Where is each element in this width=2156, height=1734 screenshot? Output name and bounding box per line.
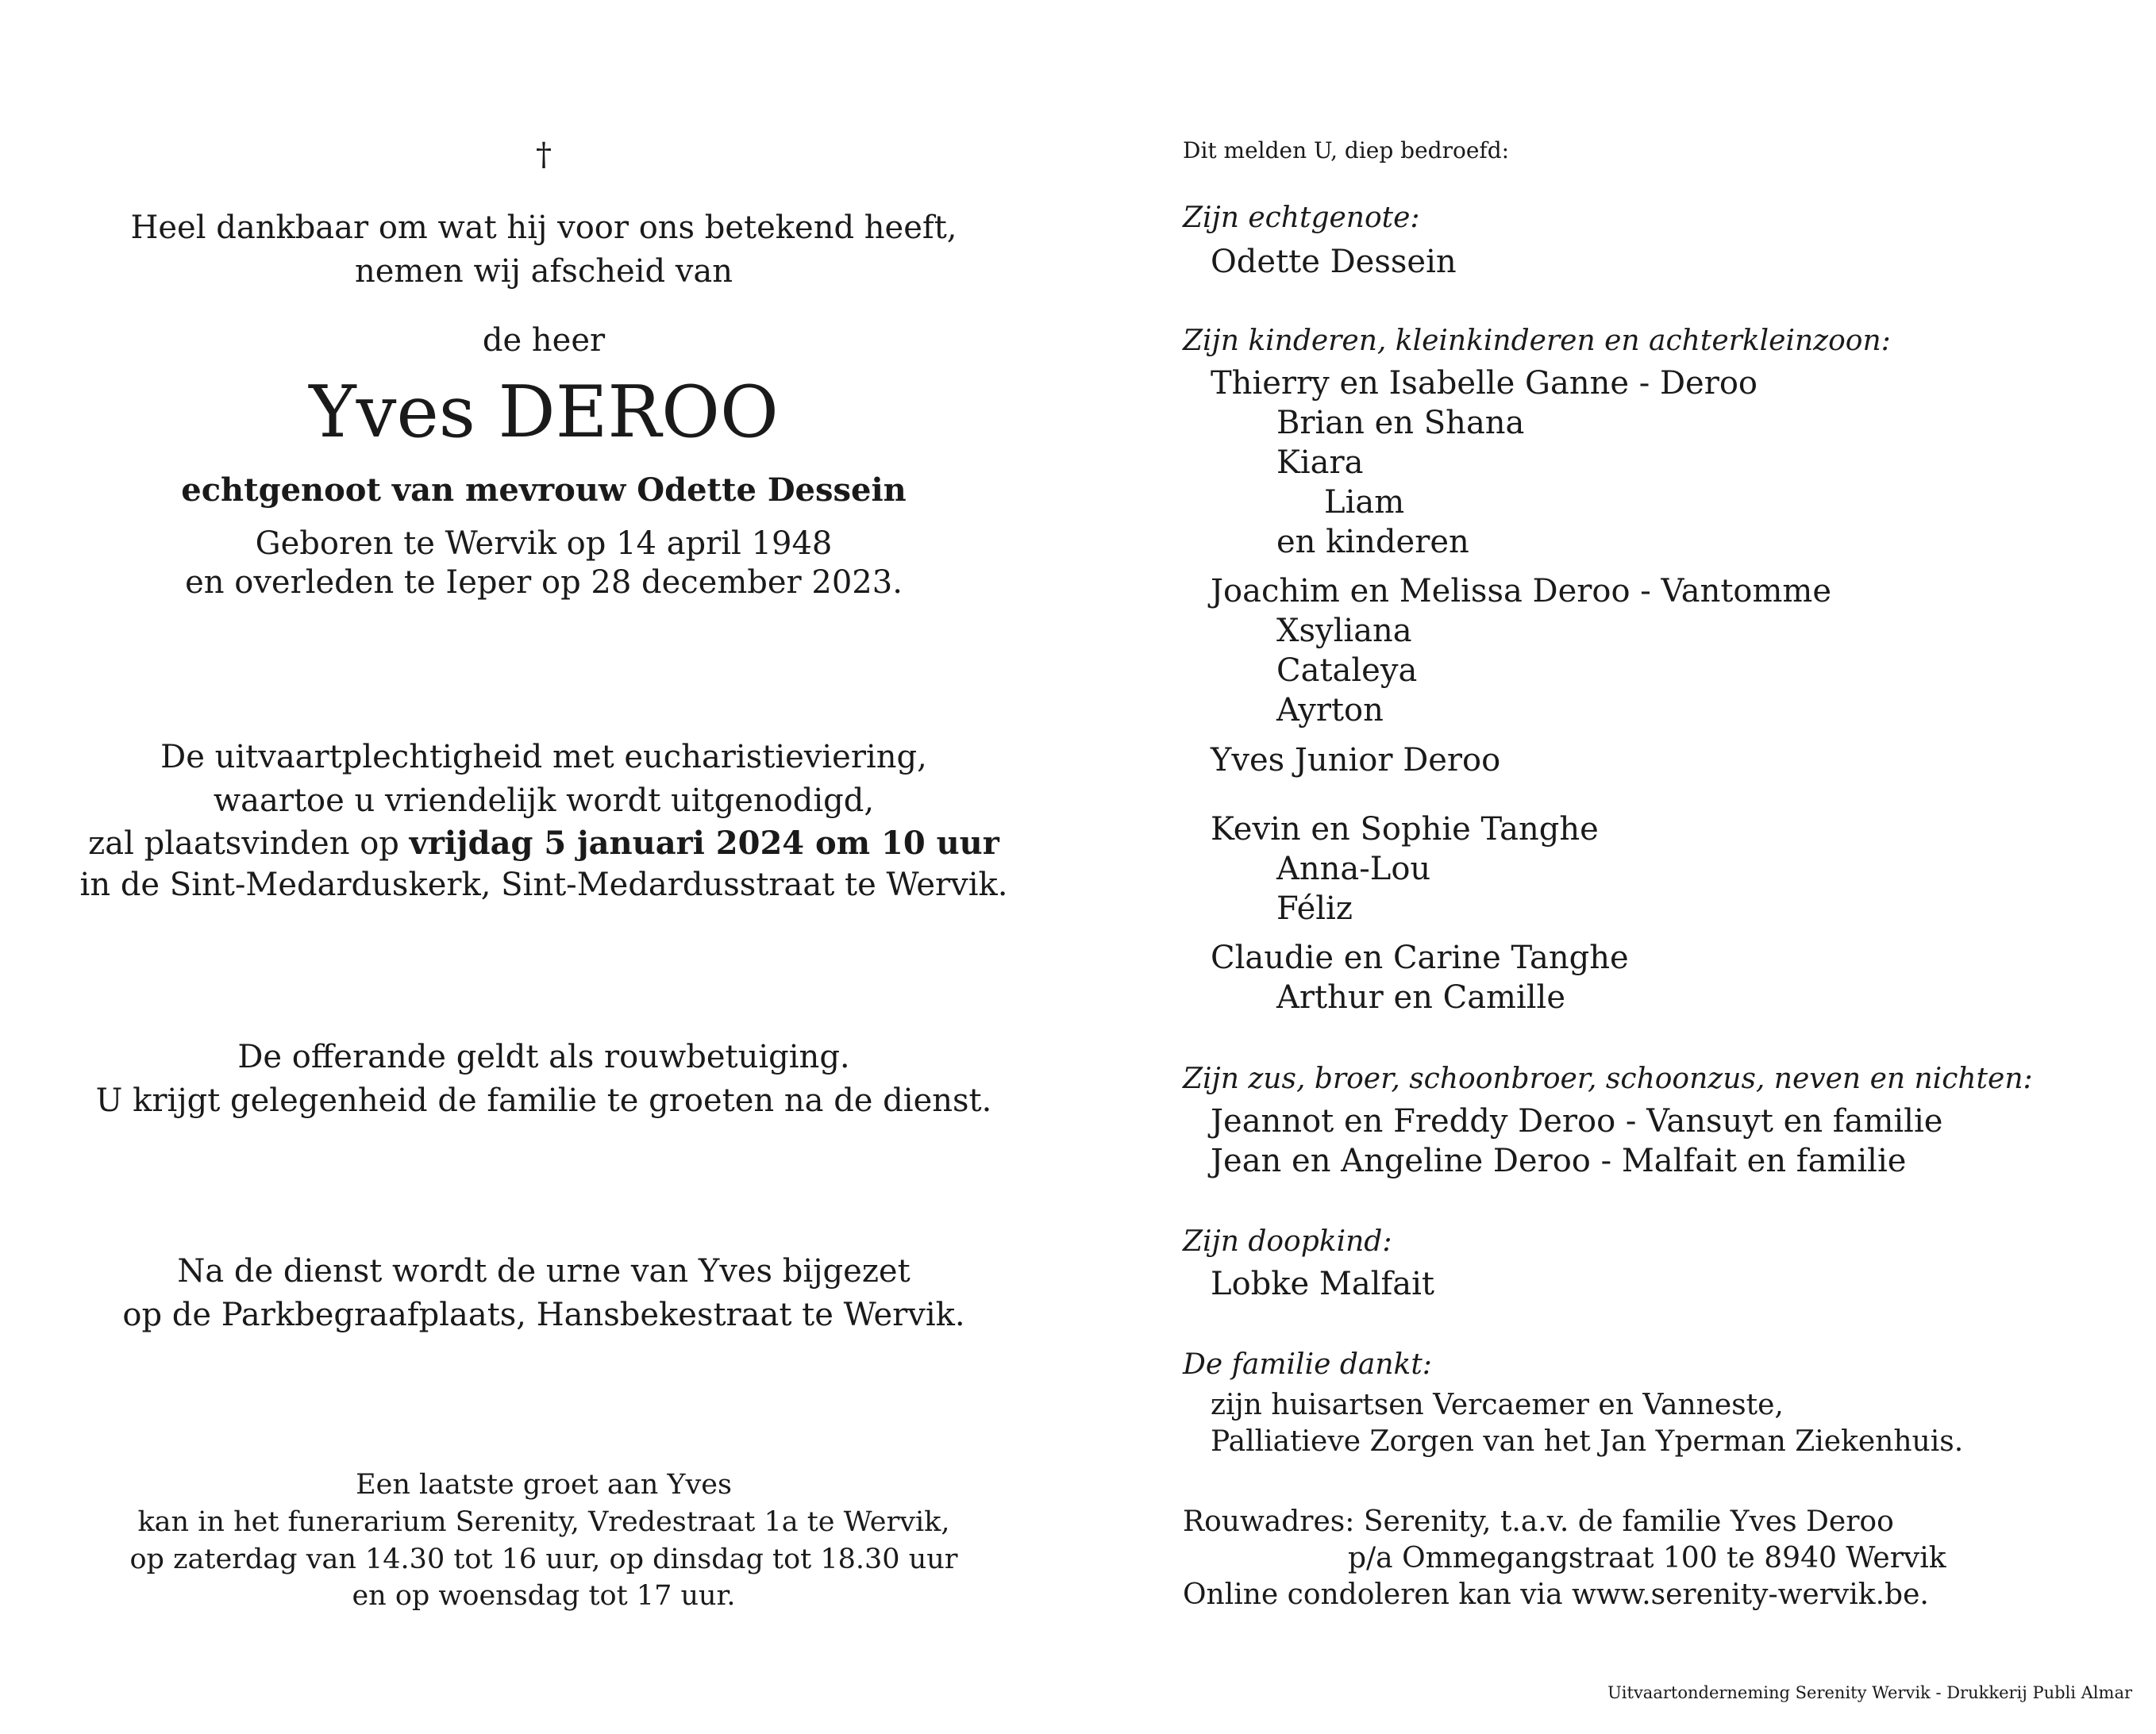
funeral-line-3-prefix: zal plaatsvinden op bbox=[88, 825, 410, 862]
family-member: Xsyliana bbox=[1276, 613, 1412, 649]
family-member: Kiara bbox=[1276, 444, 1364, 481]
family-member: Thierry en Isabelle Ganne - Deroo bbox=[1211, 365, 1758, 402]
siblings-heading: Zijn zus, broer, schoonbroer, schoonzus, neven en nichten: bbox=[1183, 1063, 2033, 1095]
address-line-2: p/a Ommegangstraat 100 te 8940 Wervik bbox=[1348, 1542, 1946, 1574]
thanks-line: Palliatieve Zorgen van het Jan Yperman Ziekenhuis. bbox=[1211, 1425, 1964, 1458]
family-member: Liam bbox=[1324, 484, 1405, 521]
deceased-name: Yves DEROO bbox=[309, 371, 779, 454]
death-line: en overleden te Ieper op 28 december 2023. bbox=[185, 564, 903, 601]
cross-symbol: † bbox=[536, 136, 552, 173]
children-heading: Zijn kinderen, kleinkinderen en achterkleinzoon: bbox=[1183, 325, 1891, 357]
funeral-line-2: waartoe u vriendelijk wordt uitgenodigd, bbox=[213, 782, 875, 819]
funeral-line-4: in de Sint-Medarduskerk, Sint-Medardusstraat te Wervik. bbox=[79, 867, 1008, 903]
funeral-date-time: vrijdag 5 januari 2024 om 10 uur bbox=[409, 825, 999, 862]
funeral-line-1: De uitvaartplechtigheid met eucharistieviering, bbox=[160, 739, 927, 775]
birth-line: Geboren te Wervik op 14 april 1948 bbox=[255, 525, 833, 562]
footer-printer: Uitvaartonderneming Serenity Wervik - Drukkerij Publi Almar bbox=[1607, 1683, 2132, 1702]
urn-line-1: Na de dienst wordt de urne van Yves bijgezet bbox=[177, 1253, 911, 1290]
family-member: Joachim en Melissa Deroo - Vantomme bbox=[1211, 573, 1832, 609]
address-line-1: Rouwadres: Serenity, t.a.v. de familie Yves Deroo bbox=[1183, 1505, 1894, 1538]
farewell-line-3: op zaterdag van 14.30 tot 16 uur, op dinsdag tot 18.30 uur bbox=[129, 1544, 958, 1575]
spouse-heading: Zijn echtgenote: bbox=[1183, 202, 1420, 234]
farewell-line-4: en op woensdag tot 17 uur. bbox=[352, 1580, 736, 1612]
offering-line-1: De offerande geldt als rouwbetuiging. bbox=[237, 1039, 850, 1075]
family-member: Féliz bbox=[1276, 890, 1353, 927]
online-condolence: Online condoleren kan via www.serenity-wervik.be. bbox=[1183, 1578, 1929, 1611]
family-member: Cataleya bbox=[1276, 652, 1418, 689]
family-member: Ayrton bbox=[1276, 692, 1384, 729]
spouse-line: echtgenoot van mevrouw Odette Dessein bbox=[181, 471, 907, 509]
intro-line-1: Heel dankbaar om wat hij voor ons betekend heeft, bbox=[130, 210, 957, 246]
sibling-line: Jeannot en Freddy Deroo - Vansuyt en familie bbox=[1211, 1103, 1943, 1140]
sibling-line: Jean en Angeline Deroo - Malfait en familie bbox=[1211, 1143, 1907, 1179]
thanks-line: zijn huisartsen Vercaemer en Vanneste, bbox=[1211, 1389, 1784, 1421]
thanks-heading: De familie dankt: bbox=[1183, 1348, 1432, 1381]
offering-line-2: U krijgt gelegenheid de familie te groeten na de dienst. bbox=[95, 1082, 992, 1119]
family-member: Yves Junior Deroo bbox=[1211, 742, 1501, 779]
farewell-line-2: kan in het funerarium Serenity, Vredestraat 1a te Wervik, bbox=[137, 1506, 950, 1538]
family-member: Anna-Lou bbox=[1276, 851, 1431, 887]
family-member: Claudie en Carine Tanghe bbox=[1211, 940, 1629, 976]
funeral-line-3 bbox=[0, 821, 1088, 866]
godchild-heading: Zijn doopkind: bbox=[1183, 1225, 1392, 1258]
family-member: Arthur en Camille bbox=[1276, 979, 1566, 1016]
family-member: Brian en Shana bbox=[1276, 405, 1525, 441]
family-member: Kevin en Sophie Tanghe bbox=[1211, 811, 1599, 848]
farewell-line-1: Een laatste groet aan Yves bbox=[356, 1469, 732, 1501]
announce-line: Dit melden U, diep bedroefd: bbox=[1183, 137, 1510, 163]
family-member: en kinderen bbox=[1276, 524, 1469, 560]
godchild-name: Lobke Malfait bbox=[1211, 1266, 1434, 1302]
urn-line-2: op de Parkbegraafplaats, Hansbekestraat te Wervik. bbox=[122, 1297, 965, 1333]
intro-line-2: nemen wij afscheid van bbox=[355, 253, 733, 290]
spouse-name: Odette Dessein bbox=[1211, 244, 1457, 280]
honorific: de heer bbox=[482, 322, 606, 359]
